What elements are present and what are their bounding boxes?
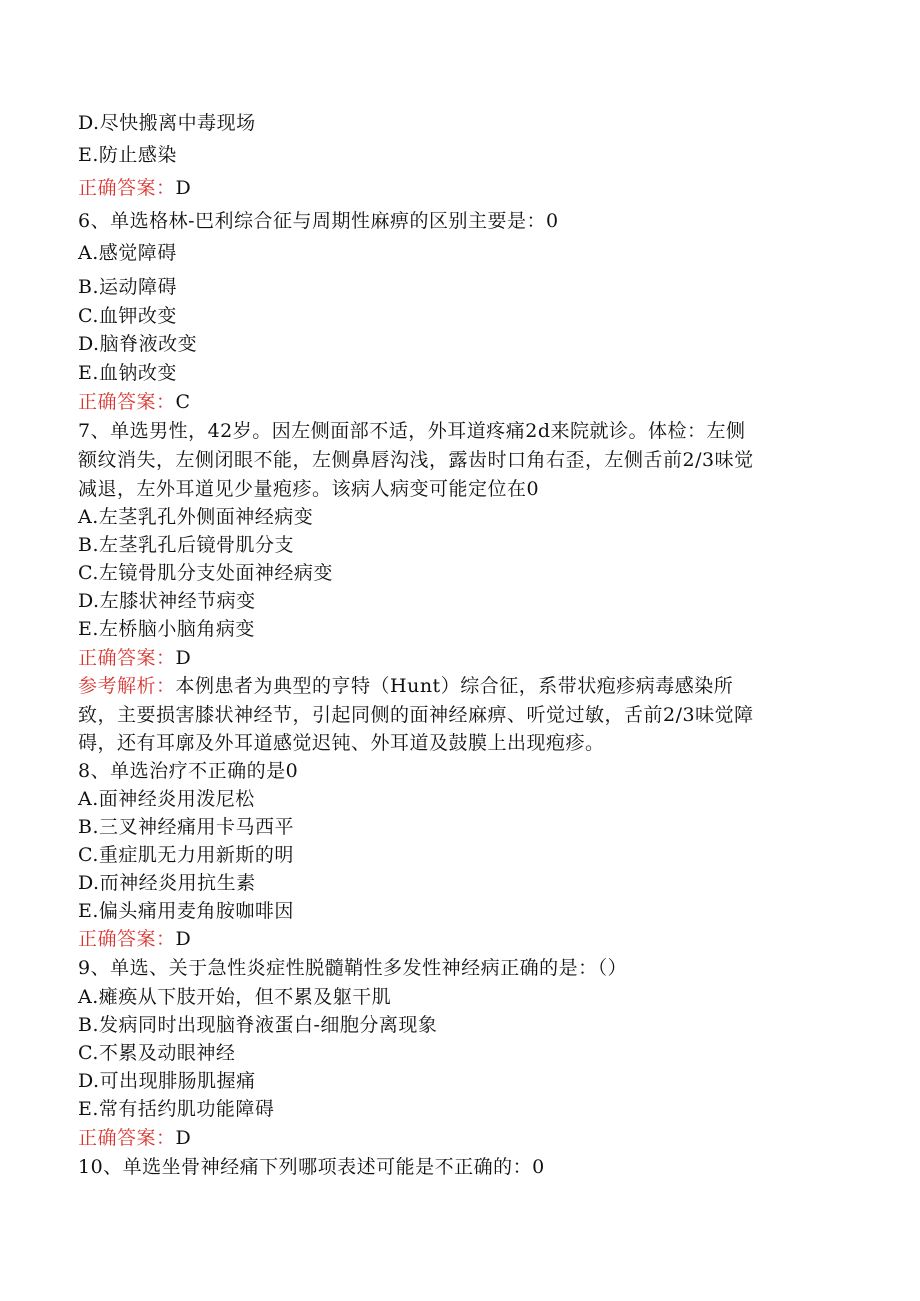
option-line: B.左茎乳孔后镜骨肌分支 xyxy=(78,534,295,556)
correct-answer: 正确答案：C xyxy=(78,391,191,413)
option-line: E.偏头痛用麦角胺咖啡因 xyxy=(78,900,294,922)
explanation-line: 致，主要损害膝状神经节，引起同侧的面神经麻痹、听觉过敏，舌前2/3味觉障 xyxy=(78,704,754,726)
option-line: E.血钠改变 xyxy=(78,362,177,384)
correct-answer: 正确答案：D xyxy=(78,177,192,199)
question-line: 7、单选男性，42岁。因左侧面部不适，外耳道疼痛2d来院就诊。体检：左侧 xyxy=(78,420,746,442)
option-line: E.防止感染 xyxy=(78,144,177,166)
reference-explanation: 参考解析：本例患者为典型的亨特（Hunt）综合征，系带状疱疹病毒感染所 xyxy=(78,675,734,697)
option-line: A.瘫痪从下肢开始，但不累及躯干肌 xyxy=(78,986,392,1008)
option-line: A.面神经炎用泼尼松 xyxy=(78,788,255,810)
option-line: D.尽快搬离中毒现场 xyxy=(78,112,256,134)
question-line: 额纹消失，左侧闭眼不能，左侧鼻唇沟浅，露齿时口角右歪，左侧舌前2/3味觉 xyxy=(78,449,754,471)
correct-answer: 正确答案：D xyxy=(78,647,192,669)
correct-answer: 正确答案：D xyxy=(78,928,192,950)
option-line: C.重症肌无力用新斯的明 xyxy=(78,844,294,866)
option-line: D.可出现腓肠肌握痛 xyxy=(78,1070,256,1092)
option-line: C.血钾改变 xyxy=(78,305,177,327)
option-line: E.左桥脑小脑角病变 xyxy=(78,618,255,640)
option-line: E.常有括约肌功能障碍 xyxy=(78,1098,275,1120)
question-line: 9、单选、关于急性炎症性脱髓鞘性多发性神经病正确的是：（） xyxy=(78,957,628,979)
option-line: C.左镜骨肌分支处面神经病变 xyxy=(78,562,333,584)
option-line: D.脑脊液改变 xyxy=(78,333,198,355)
option-line: A.感觉障碍 xyxy=(78,242,177,264)
option-line: D.左膝状神经节病变 xyxy=(78,590,256,612)
explanation-line: 碍，还有耳廓及外耳道感觉迟钝、外耳道及鼓膜上出现疱疹。 xyxy=(78,732,605,754)
question-line: 10、单选坐骨神经痛下列哪项表述可能是不正确的：0 xyxy=(78,1156,545,1178)
question-line: 6、单选格林-巴利综合征与周期性麻痹的区别主要是：0 xyxy=(78,210,559,232)
option-line: B.三叉神经痛用卡马西平 xyxy=(78,816,295,838)
question-line: 8、单选治疗不正确的是0 xyxy=(78,760,299,782)
option-line: C.不累及动眼神经 xyxy=(78,1042,236,1064)
option-line: B.发病同时出现脑脊液蛋白-细胞分离现象 xyxy=(78,1014,438,1036)
option-line: D.而神经炎用抗生素 xyxy=(78,872,256,894)
question-line: 减退，左外耳道见少量疱疹。该病人病变可能定位在0 xyxy=(78,478,540,500)
option-line: B.运动障碍 xyxy=(78,276,178,298)
option-line: A.左茎乳孔外侧面神经病变 xyxy=(78,506,314,528)
correct-answer: 正确答案：D xyxy=(78,1127,192,1149)
